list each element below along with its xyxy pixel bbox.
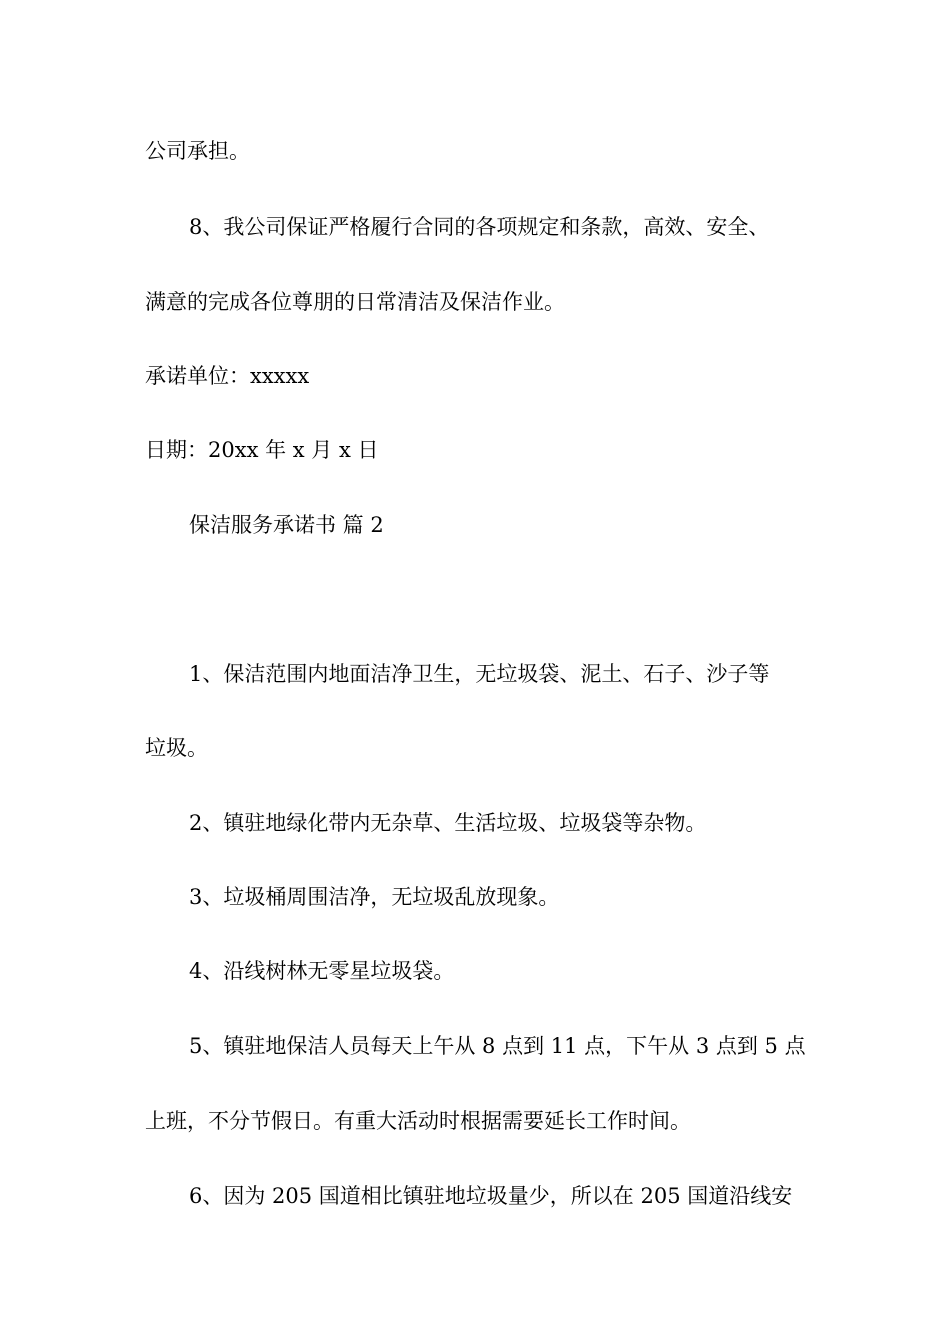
section-heading: 保洁服务承诺书 篇 2	[189, 513, 384, 537]
item-5-line-2: 上班，不分节假日。有重大活动时根据需要延长工作时间。	[145, 1109, 691, 1133]
item-8-line-1: 8、我公司保证严格履行合同的各项规定和条款，高效、安全、	[189, 215, 770, 239]
item-1-line-2: 垃圾。	[145, 736, 208, 760]
item-8-line-2: 满意的完成各位尊朋的日常清洁及保洁作业。	[145, 290, 565, 314]
signatory-unit: 承诺单位：xxxxx	[145, 364, 310, 388]
item-4: 4、沿线树林无零星垃圾袋。	[189, 959, 455, 983]
item-6-line-1: 6、因为 205 国道相比镇驻地垃圾量少，所以在 205 国道沿线安	[189, 1184, 793, 1208]
item-3: 3、垃圾桶周围洁净，无垃圾乱放现象。	[189, 885, 560, 909]
signature-date: 日期：20xx 年 x 月 x 日	[145, 438, 379, 462]
paragraph-continuation: 公司承担。	[145, 139, 250, 163]
item-5-line-1: 5、镇驻地保洁人员每天上午从 8 点到 11 点，下午从 3 点到 5 点	[189, 1034, 806, 1058]
item-2: 2、镇驻地绿化带内无杂草、生活垃圾、垃圾袋等杂物。	[189, 811, 707, 835]
item-1-line-1: 1、保洁范围内地面洁净卫生，无垃圾袋、泥土、石子、沙子等	[189, 662, 770, 686]
